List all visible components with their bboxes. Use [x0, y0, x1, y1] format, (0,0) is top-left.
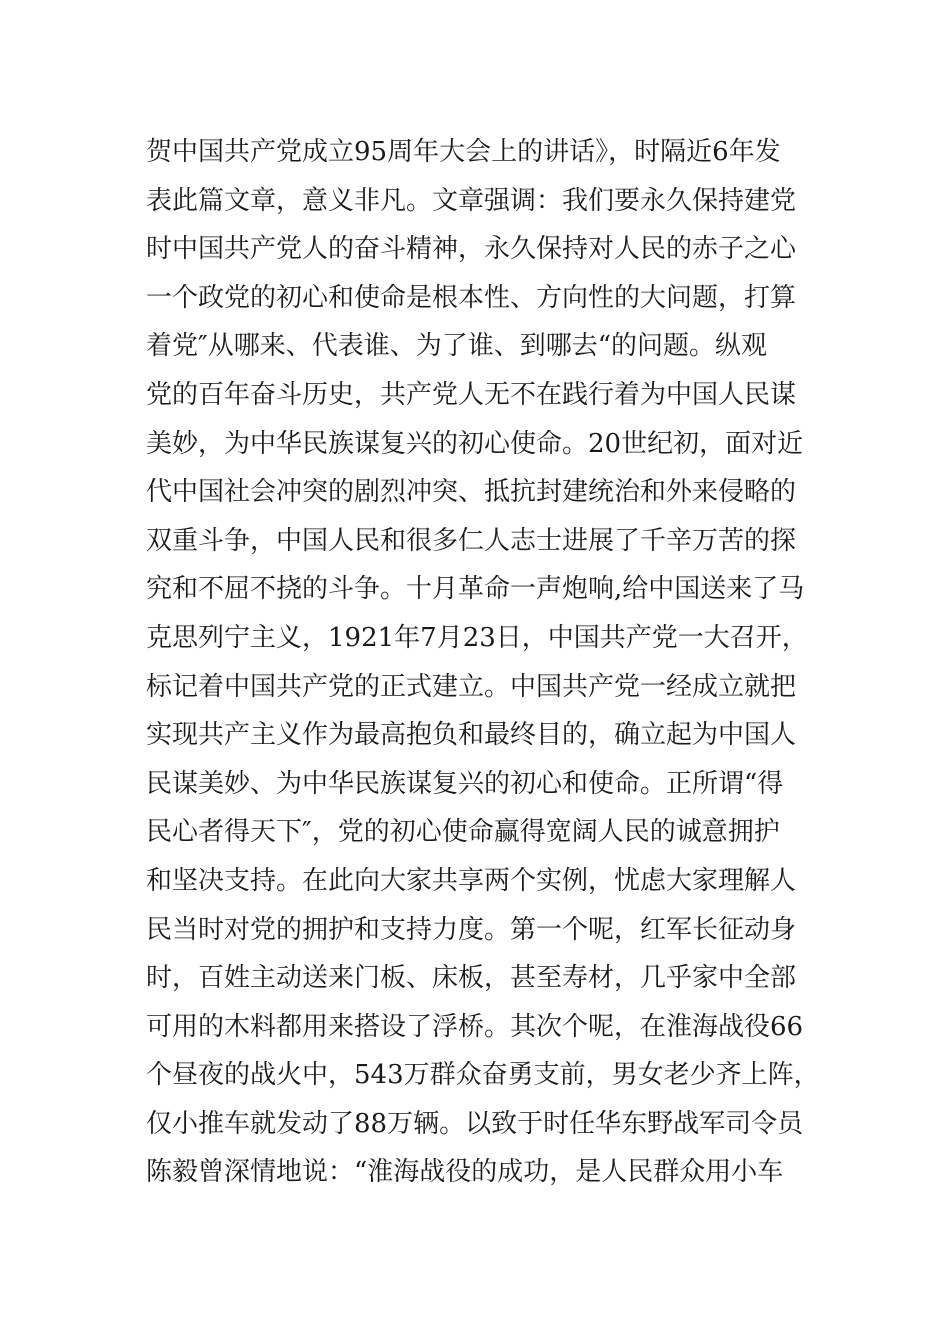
- text-line: 可用的木料都用来搭设了浮桥。其次个呢，在淮海战役66: [146, 1011, 804, 1042]
- text-line: 民谋美妙、为中华民族谋复兴的初心和使命。正所谓“得: [146, 768, 784, 799]
- text-line: 着党″从哪来、代表谁、为了谁、到哪去“的问题。纵观: [146, 331, 768, 362]
- text-line: 时中国共产党人的奋斗精神，永久保持对人民的赤子之心: [146, 234, 797, 265]
- text-line: 和坚决支持。在此向大家共享两个实例，忧虑大家理解人: [146, 865, 797, 896]
- text-line: 标记着中国共产党的正式建立。中国共产党一经成立就把: [146, 671, 797, 702]
- body-text: [146, 128, 836, 1197]
- text-line: 一个政党的初心和使命是根本性、方向性的大问题，打算: [146, 282, 797, 313]
- text-line: 党的百年奋斗历史，共产党人无不在践行着为中国人民谋: [146, 379, 797, 410]
- text-line: 个昼夜的战火中，543万群众奋勇支前，男女老少齐上阵，: [146, 1060, 820, 1091]
- text-line: 民心者得天下″，党的初心使命赢得宽阔人民的诚意拥护: [146, 817, 780, 848]
- text-line: 仅小推车就发动了88万辆。以致于时任华东野战军司令员: [146, 1108, 804, 1139]
- text-line: 贺中国共产党成立95周年大会上的讲话》，时隔近6年发: [146, 137, 781, 167]
- text-line: 美妙，为中华民族谋复兴的初心使命。20世纪初，面对近: [146, 428, 804, 459]
- text-line: 时，百姓主动送来门板、床板，甚至寿材，几乎家中全部: [146, 963, 797, 994]
- text-line: 民当时对党的拥护和支持力度。第一个呢，红军长征动身: [146, 914, 797, 945]
- text-line: 双重斗争，中国人民和很多仁人志士进展了千辛万苦的探: [146, 525, 797, 556]
- text-line: 克思列宁主义，1921年7月23日，中国共产党一大召开，: [146, 622, 808, 653]
- text-line: 代中国社会冲突的剧烈冲突、抵抗封建统治和外来侵略的: [146, 477, 797, 508]
- text-line: 表此篇文章，意义非凡。文章强调：我们要永久保持建党: [146, 185, 797, 216]
- text-line: 实现共产主义作为最高抱负和最终目的，确立起为中国人: [146, 720, 797, 751]
- text-line: 陈毅曾深情地说：“淮海战役的成功，是人民群众用小车: [146, 1157, 784, 1188]
- text-line: 究和不屈不挠的斗争。十月革命一声炮响,给中国送来了马: [146, 574, 805, 605]
